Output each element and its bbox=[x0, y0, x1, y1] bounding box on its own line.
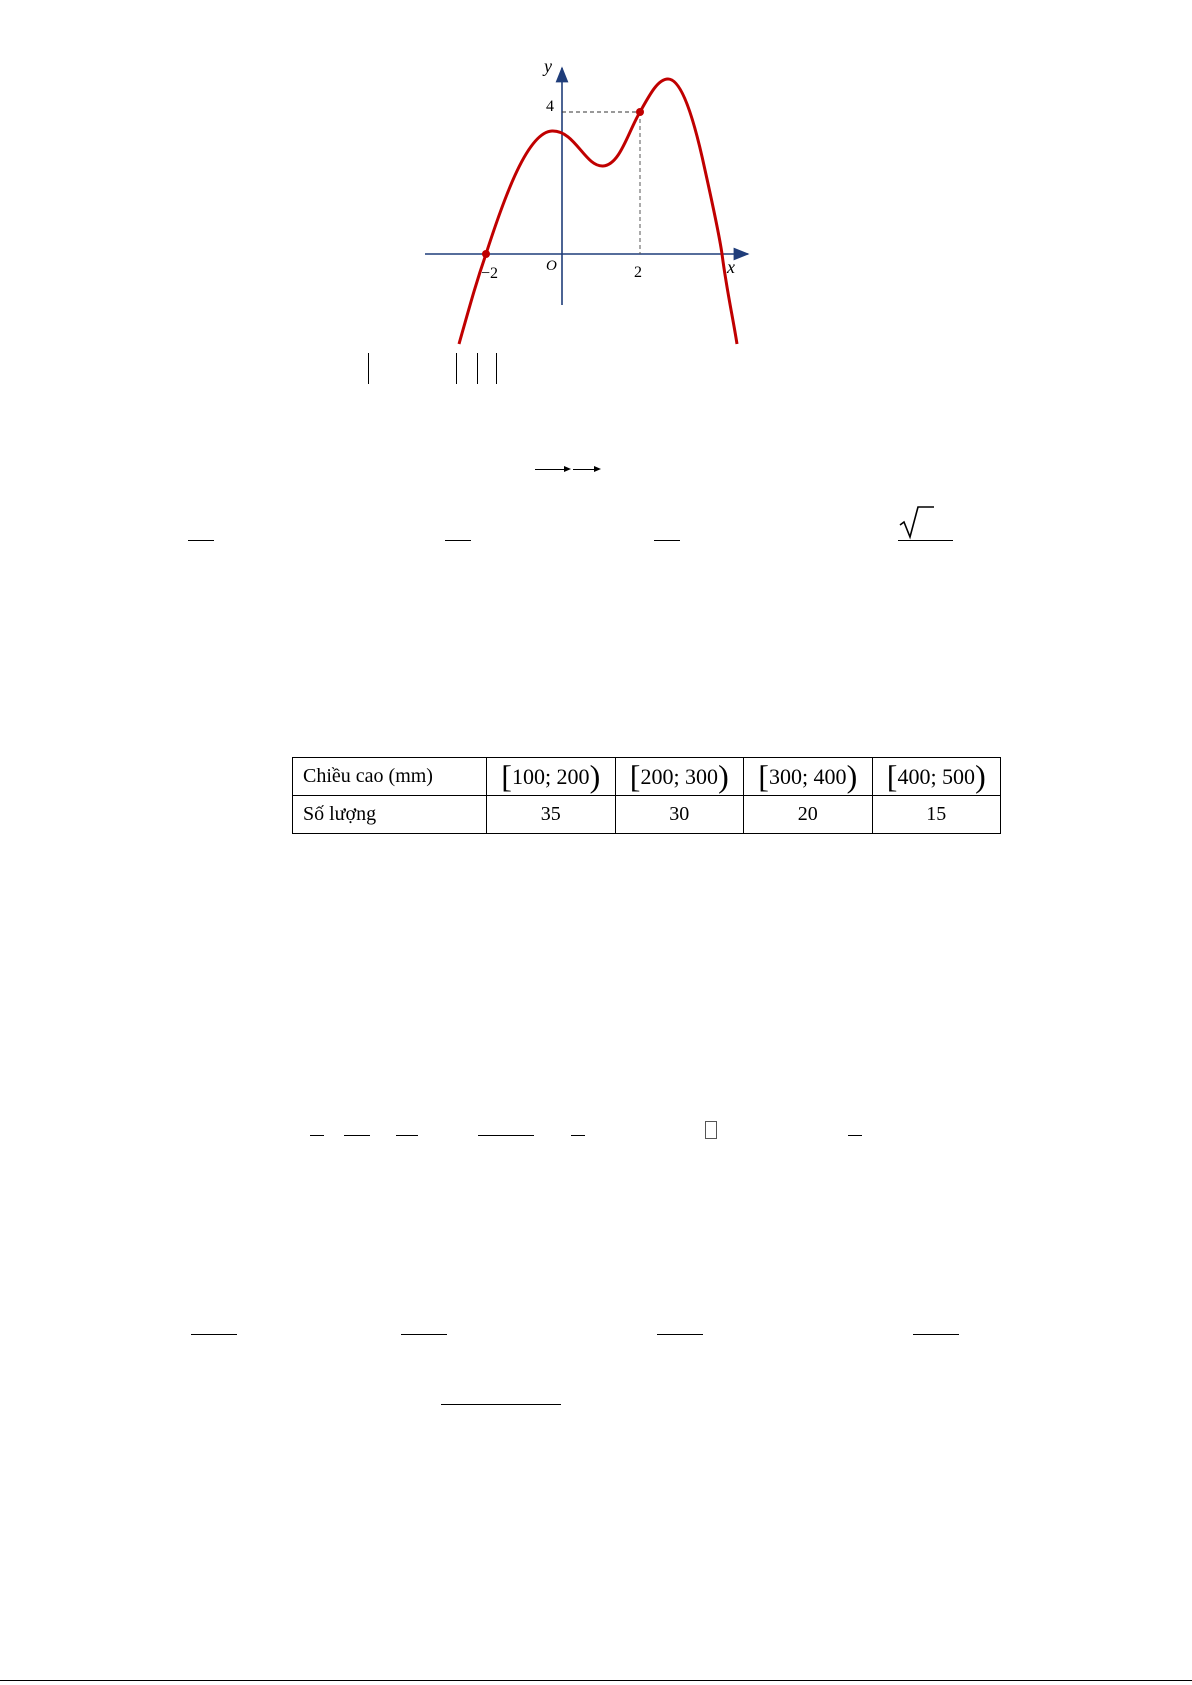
tick-label-4: 4 bbox=[546, 98, 554, 115]
table-count-cell: 20 bbox=[744, 796, 873, 834]
x-axis-label: x bbox=[727, 257, 735, 277]
abs-bar-4 bbox=[496, 353, 497, 384]
fraction-bar bbox=[191, 1334, 237, 1335]
tick-label-neg2: −2 bbox=[481, 265, 499, 282]
fraction-bar bbox=[898, 540, 953, 541]
table-count-cell: 35 bbox=[487, 796, 616, 834]
abs-bar-3 bbox=[477, 353, 478, 384]
table-row bbox=[293, 796, 1001, 834]
fraction-bar bbox=[571, 1135, 585, 1136]
sqrt-sign bbox=[898, 505, 958, 545]
table-interval-cell: [200; 300) bbox=[615, 758, 744, 796]
table-row bbox=[293, 758, 1001, 796]
fraction-bar bbox=[848, 1135, 862, 1136]
frequency-table bbox=[292, 757, 1001, 834]
fraction-bar bbox=[441, 1404, 561, 1405]
fraction-bar bbox=[478, 1135, 534, 1136]
vector-arrow-head-1 bbox=[564, 466, 571, 472]
abs-bar-2 bbox=[456, 353, 457, 384]
function-graph bbox=[0, 0, 1192, 360]
fraction-bar bbox=[401, 1334, 447, 1335]
table-header-cell: Số lượng bbox=[293, 796, 487, 834]
table-header-cell: Chiều cao (mm) bbox=[293, 758, 487, 796]
missing-glyph-box bbox=[705, 1121, 717, 1139]
fraction-bar bbox=[654, 540, 680, 541]
fraction-bar bbox=[657, 1334, 703, 1335]
table-count-cell: 30 bbox=[615, 796, 744, 834]
fraction-bar bbox=[310, 1135, 324, 1136]
page-footer-rule bbox=[0, 1680, 1192, 1681]
vector-arrow-head-2 bbox=[594, 466, 601, 472]
fraction-bar bbox=[396, 1135, 418, 1136]
fraction-bar bbox=[913, 1334, 959, 1335]
function-curve bbox=[459, 79, 737, 344]
table-interval-cell: [300; 400) bbox=[744, 758, 873, 796]
abs-bar-1 bbox=[368, 353, 369, 384]
table-interval-cell: [400; 500) bbox=[872, 758, 1001, 796]
origin-label: O bbox=[546, 258, 557, 274]
y-axis-label: y bbox=[544, 56, 552, 76]
vector-arrow-2 bbox=[573, 469, 596, 470]
point-at-2-4 bbox=[636, 108, 644, 116]
point-x-intercept bbox=[482, 250, 490, 258]
fraction-bar bbox=[344, 1135, 370, 1136]
fraction-bar bbox=[188, 540, 214, 541]
vector-arrow-1 bbox=[535, 469, 566, 470]
table-interval-cell: [100; 200) bbox=[487, 758, 616, 796]
fraction-bar bbox=[445, 540, 471, 541]
tick-label-2: 2 bbox=[634, 264, 642, 281]
table-count-cell: 15 bbox=[872, 796, 1001, 834]
